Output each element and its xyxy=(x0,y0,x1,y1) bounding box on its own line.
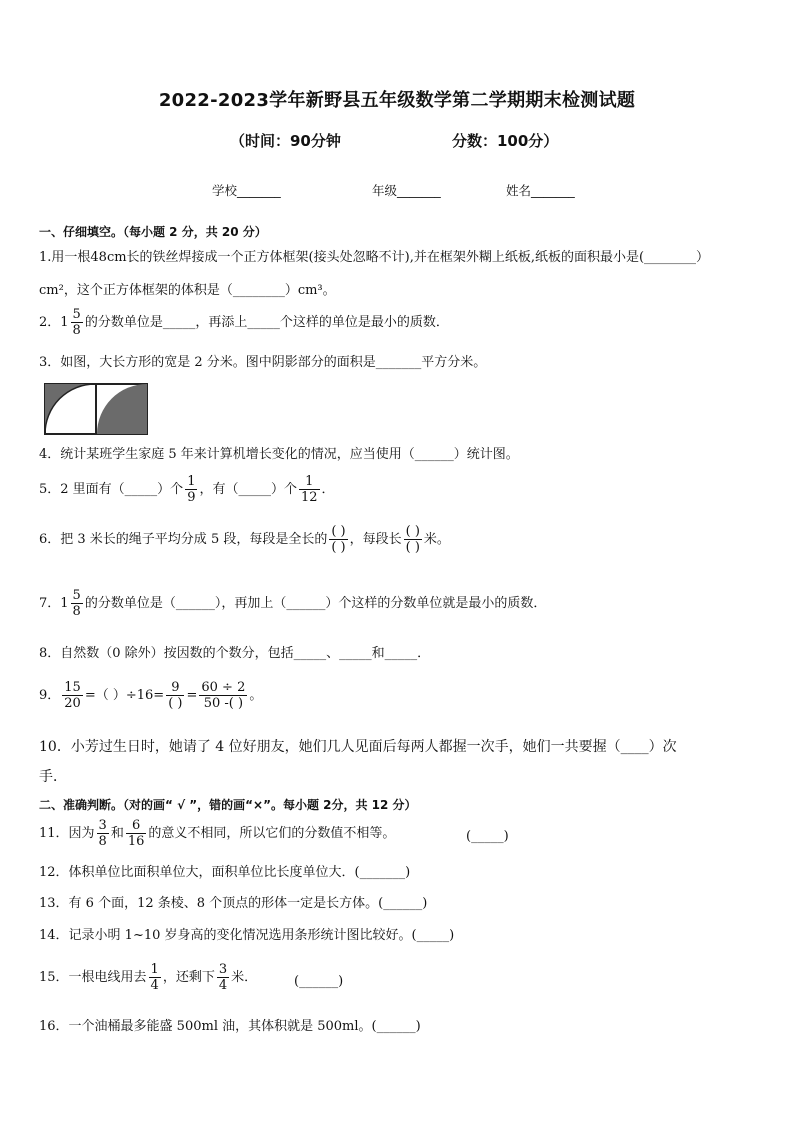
q7-prefix: 7．1 xyxy=(39,596,69,611)
q9-text-mid: =（ ）÷16= xyxy=(84,688,165,703)
question-1-line-2: cm²，这个正方体框架的体积是（________）cm³。 xyxy=(39,283,336,298)
question-7 xyxy=(39,588,546,619)
q15-text-c: 米． xyxy=(231,970,258,985)
school-field: 学校_______ xyxy=(212,183,281,198)
question-16: 16．一个油桶最多能盛 500ml 油，其体积就是 500ml。(______) xyxy=(39,1019,421,1034)
question-5 xyxy=(39,474,335,505)
q9-equals: = xyxy=(186,688,198,703)
fraction: $\frac{5}{8}$ xyxy=(72,307,81,338)
question-11 xyxy=(39,818,395,849)
q9-prefix: 9． xyxy=(39,688,61,703)
question-8: 8．自然数（0 除外）按因数的个数分，包括_____、_____和_____． xyxy=(39,646,431,661)
q5-text-c: ． xyxy=(321,482,335,497)
q11-text-b: 和 xyxy=(110,826,124,841)
shaded-rectangle-figure xyxy=(44,383,148,435)
question-11-answer-blank: (_____) xyxy=(466,829,509,844)
question-14: 14．记录小明 1~10 岁身高的变化情况选用条形统计图比较好。(_____) xyxy=(39,928,455,943)
q7-text: 的分数单位是（______），再加上（______）个这样的分数单位就是最小的质数． xyxy=(84,596,547,611)
fraction: $\frac{1}{12}$ xyxy=(300,474,318,505)
q9-end: 。 xyxy=(249,688,263,703)
question-10-line-1: 10．小芳过生日时，她请了 4 位好朋友，她们几人见面后每两人都握一次手，她们一共要握（____）次 xyxy=(39,739,677,755)
question-12: 12．体积单位比面积单位大，面积单位比长度单位大．(_______) xyxy=(39,865,411,880)
q5-text-b: ，有（_____）个 xyxy=(199,482,297,497)
score-label: 分数：100分） xyxy=(452,132,559,150)
q2-text: 的分数单位是_____，再添上_____个这样的单位是最小的质数． xyxy=(84,315,449,330)
question-10-line-2: 手． xyxy=(39,769,67,785)
question-2 xyxy=(39,307,449,338)
section-2-heading: 二、准确判断。（对的画“ √ ”，错的画“×”。每小题 2分，共 12 分） xyxy=(39,798,417,812)
q11-text-a: 11．因为 xyxy=(39,826,95,841)
exam-title: 2022-2023学年新野县五年级数学第二学期期末检测试题 xyxy=(158,90,636,111)
question-15-answer-blank: (______) xyxy=(294,974,344,989)
fraction: $\frac{60 \div 2}{50 -( )}$ xyxy=(201,680,246,711)
q15-text-b: ，还剩下 xyxy=(162,970,215,985)
fraction: $\frac{3}{4}$ xyxy=(218,962,228,993)
question-6 xyxy=(39,524,450,555)
grade-field: 年级_______ xyxy=(372,183,441,198)
fraction: $\frac{6}{16}$ xyxy=(127,818,145,849)
blank-fraction: $\frac{( )}{( )}$ xyxy=(331,524,346,555)
fraction: $\frac{3}{8}$ xyxy=(98,818,107,849)
time-label: （时间：90分钟 xyxy=(230,132,341,150)
q6-text-c: 米。 xyxy=(423,532,450,547)
fraction: $\frac{15}{20}$ xyxy=(64,680,81,711)
question-4: 4．统计某班学生家庭 5 年来计算机增长变化的情况，应当使用（______）统计图。 xyxy=(39,447,519,462)
blank-fraction: $\frac{( )}{( )}$ xyxy=(405,524,420,555)
q11-text-c: 的意义不相同，所以它们的分数值不相等。 xyxy=(148,826,396,841)
q15-text-a: 15．一根电线用去 xyxy=(39,970,147,985)
question-1-line-1: 1.用一根48cm长的铁丝焊接成一个正方体框架(接头处忽略不计),并在框架外糊上纸板,纸板的面积最小是(________） xyxy=(39,250,710,265)
q5-text-a: 5．2 里面有（_____）个 xyxy=(39,482,184,497)
fraction: $\frac{9}{( )}$ xyxy=(168,680,183,711)
fraction: $\frac{5}{8}$ xyxy=(72,588,81,619)
section-1-heading: 一、仔细填空。（每小题 2 分，共 20 分） xyxy=(39,225,267,239)
q6-text-b: ，每段长 xyxy=(349,532,402,547)
question-3: 3．如图，大长方形的宽是 2 分米。图中阴影部分的面积是_______平方分米。 xyxy=(39,355,487,370)
fraction: $\frac{1}{4}$ xyxy=(150,962,159,993)
question-15 xyxy=(39,962,257,993)
question-13: 13．有 6 个面，12 条棱、8 个顶点的形体一定是长方体。(______) xyxy=(39,896,428,911)
question-9 xyxy=(39,680,262,711)
fraction: $\frac{1}{9}$ xyxy=(187,474,196,505)
name-field: 姓名_______ xyxy=(506,183,575,198)
q2-prefix: 2．1 xyxy=(39,315,69,330)
q6-text-a: 6．把 3 米长的绳子平均分成 5 段，每段是全长的 xyxy=(39,532,328,547)
